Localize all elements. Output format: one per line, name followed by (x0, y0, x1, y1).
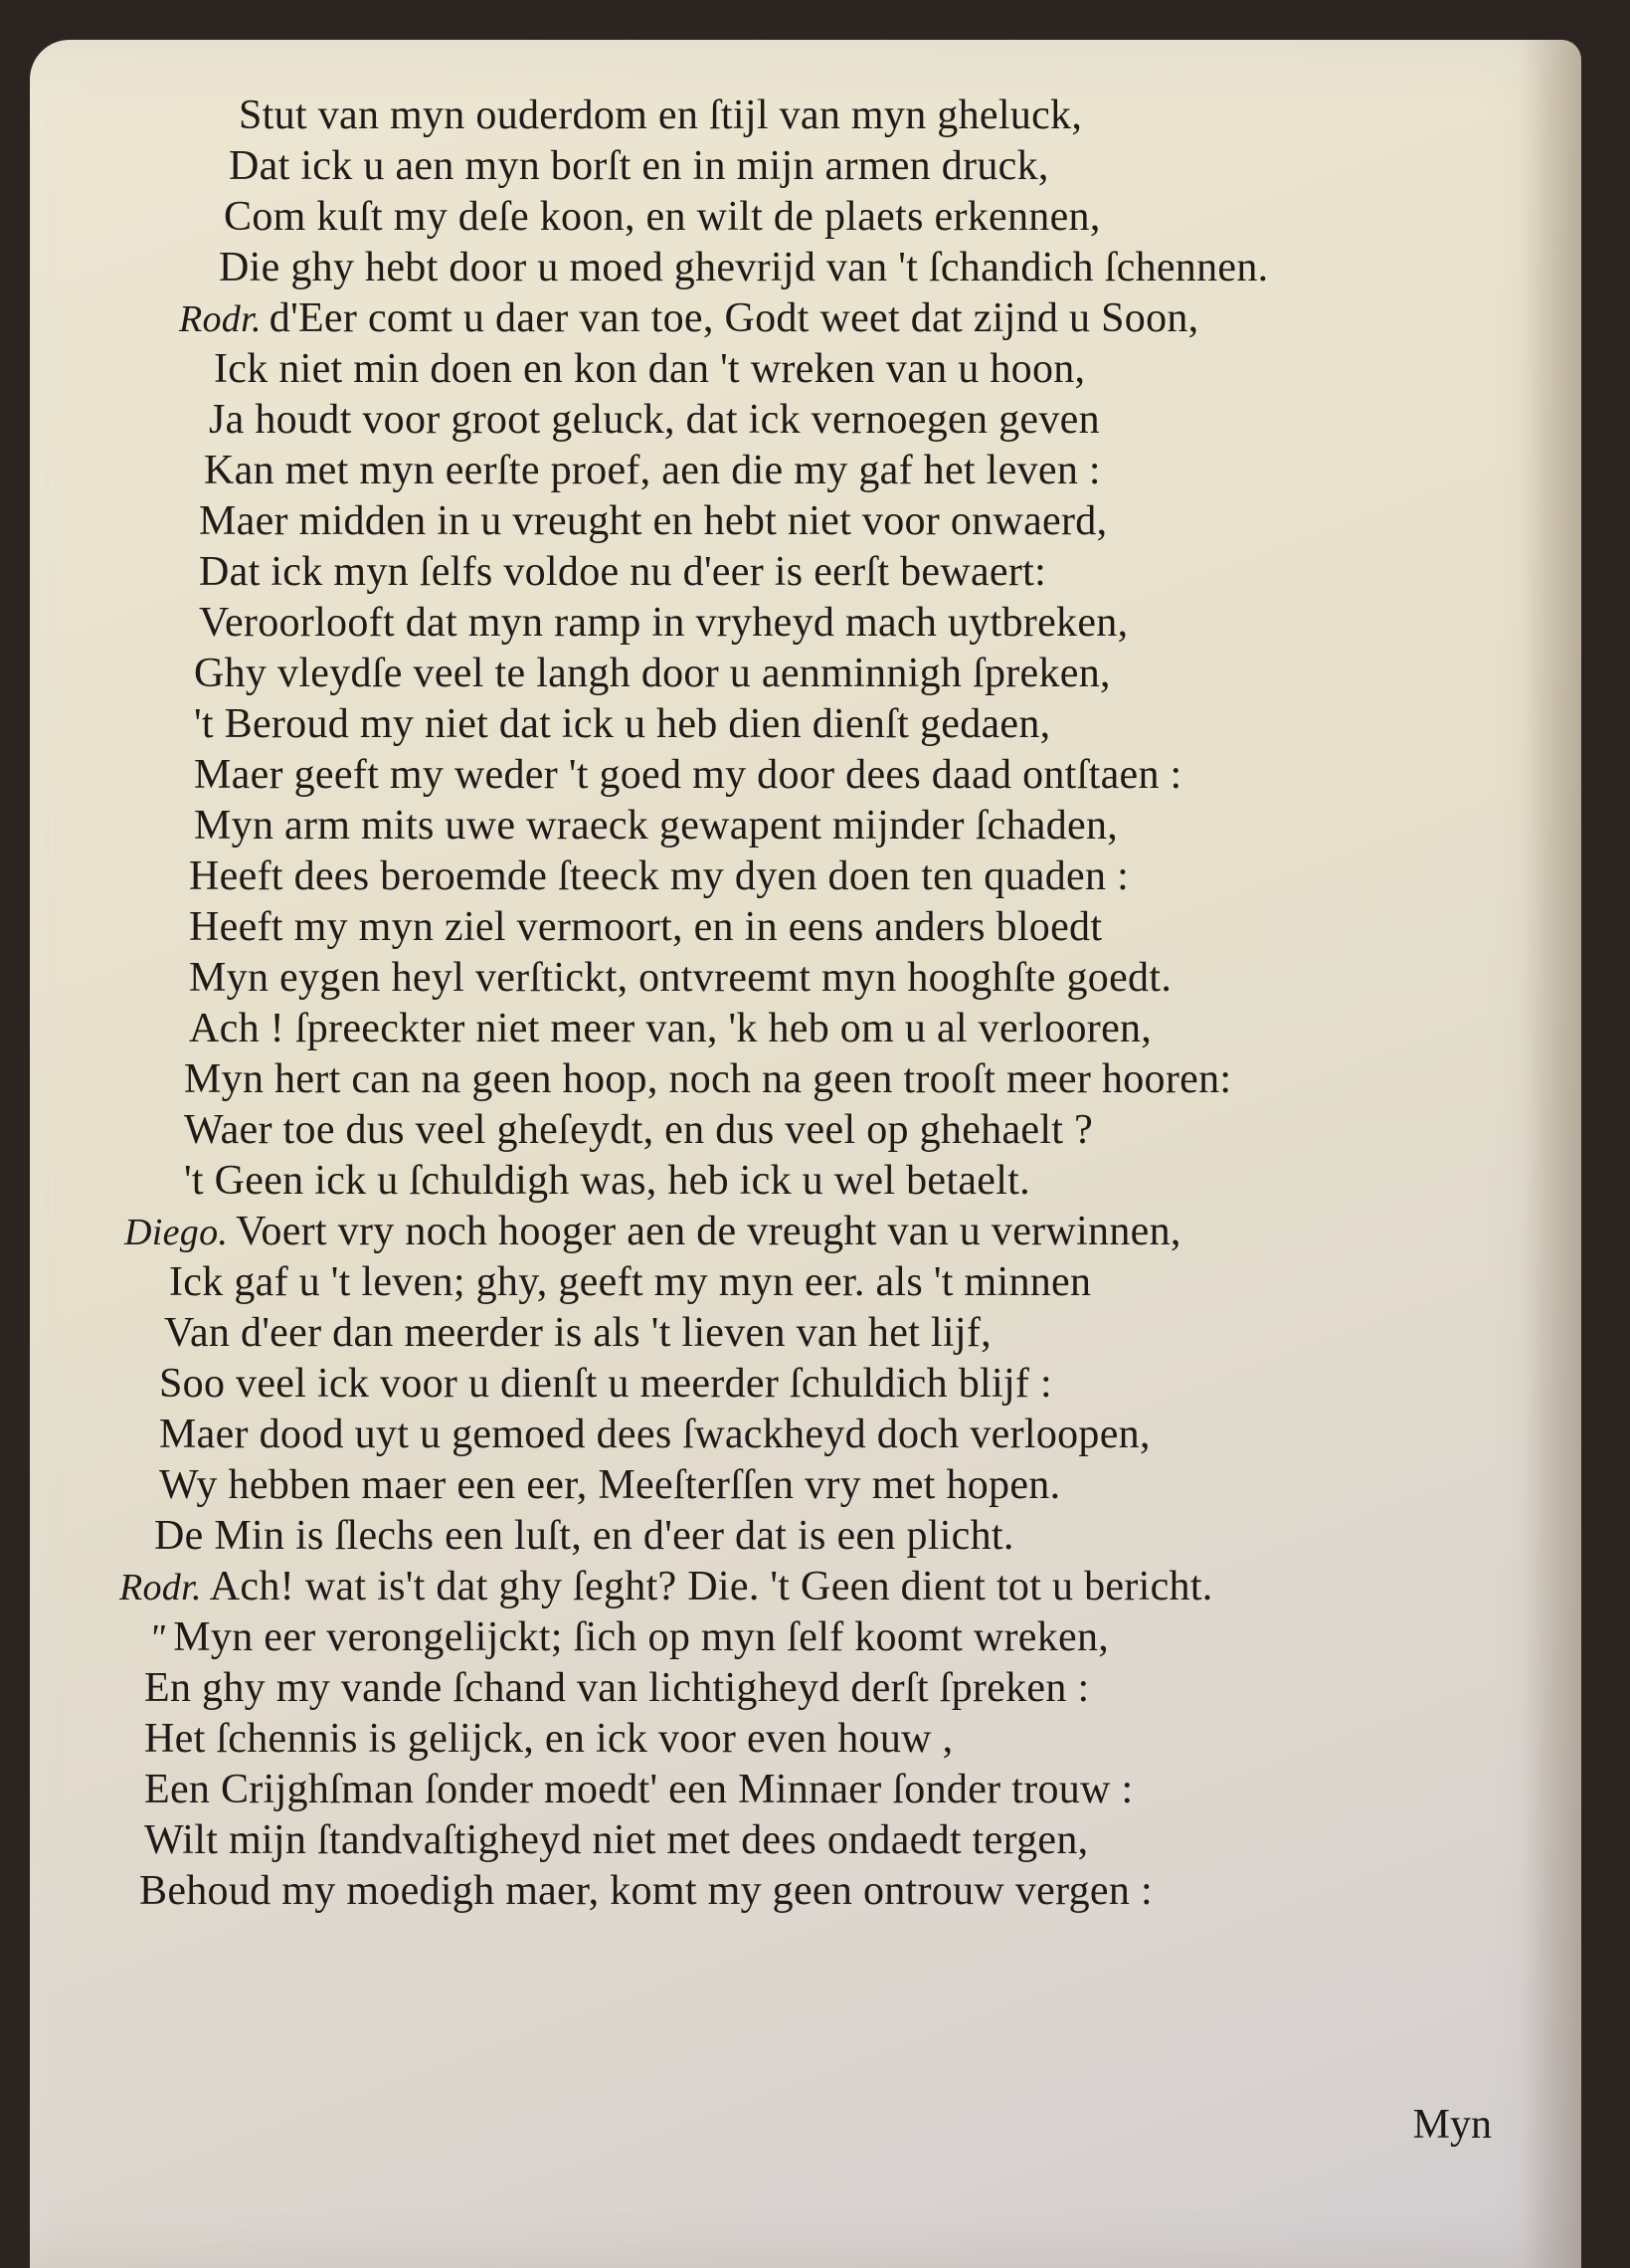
verse-text: Van d'eer dan meerder is als 't lieven van het lijf, (164, 1310, 992, 1356)
verse-text: Ach ! ſpreeckter niet meer van, 'k heb om u al verlooren, (189, 1006, 1153, 1051)
verse-text: Dat ick u aen myn borſt en in mijn armen druck, (229, 143, 1049, 189)
speaker-label: Diego. (124, 1212, 229, 1253)
verse-text: Stut van myn ouderdom en ſtijl van myn gheluck, (239, 93, 1083, 138)
verse-line (204, 447, 1101, 494)
verse-text: Soo veel ick voor u dienſt u meerder ſchuldich blijf : (159, 1361, 1052, 1407)
verse-line (199, 497, 1107, 545)
verse-text: Ick gaf u 't leven; ghy, geeft my myn eer. als 't minnen (169, 1259, 1092, 1305)
verse-text: 't Geen ick u ſchuldigh was, heb ick u wel betaelt. (184, 1158, 1030, 1204)
verse-line (124, 1208, 1181, 1255)
verse-line (199, 599, 1128, 647)
book-page (30, 40, 1581, 2268)
verse-line (184, 1157, 1030, 1205)
verse-text: Waer toe dus veel gheſeydt, en dus veel op ghehaelt ? (184, 1107, 1094, 1153)
verse-line (159, 1411, 1151, 1458)
verse-text: Wilt mijn ſtandvaſtigheyd niet met dees ondaedt tergen, (144, 1817, 1089, 1863)
verse-line (209, 396, 1100, 444)
verse-line (159, 1360, 1052, 1408)
verse-line (119, 1563, 1213, 1610)
verse-line (194, 802, 1118, 850)
verse-line (239, 92, 1082, 139)
verse-line (159, 1461, 1060, 1509)
verse-line (219, 244, 1268, 291)
verse-line (144, 1816, 1088, 1864)
verse-line (194, 700, 1050, 748)
verse-line (184, 1106, 1093, 1154)
verse-text: Ick niet min doen en kon dan 't wreken van u hoon, (214, 346, 1086, 392)
verse-text: Wy hebben maer een eer, Meeſterſſen vry met hopen. (159, 1462, 1061, 1508)
verse-line (144, 1715, 953, 1763)
verse-line (194, 650, 1111, 697)
verse-text: De Min is ſlechs een luſt, en d'eer dat is een plicht. (154, 1513, 1014, 1559)
verse-text: Heeft my myn ziel vermoort, en in eens anders bloedt (189, 904, 1103, 950)
catchword: Myn (1412, 2102, 1492, 2148)
verse-text: Kan met myn eerſte proef, aen die my gaf het leven : (204, 448, 1101, 493)
verse-text: Dat ick myn ſelfs voldoe nu d'eer is eerſt bewaert: (199, 549, 1047, 595)
speaker-label: Rodr. (119, 1567, 202, 1608)
verse-text: Com kuſt my deſe koon, en wilt de plaets erkennen, (224, 194, 1101, 240)
verse-line (214, 345, 1085, 393)
verse-line (164, 1309, 992, 1357)
verse-line (224, 193, 1101, 241)
verse-text: Maer geeft my weder 't goed my door dees daad ontſtaen : (194, 752, 1182, 798)
verse-line (229, 142, 1049, 190)
verse-line (139, 1867, 1153, 1915)
verse-text: Ach! wat is't dat ghy ſeght? Die. 't Geen dient tot u bericht. (209, 1564, 1213, 1609)
verse-text: Myn eygen heyl verſtickt, ontvreemt myn hooghſte goedt. (189, 955, 1173, 1001)
verse-line (194, 751, 1182, 799)
verse-text: d'Eer comt u daer van toe, Godt weet dat zijnd u Soon, (269, 295, 1199, 341)
verse-text: Myn eer verongelijckt; ſich op myn ſelf koomt wreken, (173, 1614, 1110, 1660)
verse-text: Myn hert can na geen hoop, noch na geen trooſt meer hooren: (184, 1056, 1232, 1102)
verse-text: Myn arm mits uwe wraeck gewapent mijnder ſchaden, (194, 803, 1119, 849)
verse-text: Die ghy hebt door u moed ghevrijd van 't ſchandich ſchennen. (219, 245, 1269, 290)
verse-text: 't Beroud my niet dat ick u heb dien dienſt gedaen, (194, 701, 1051, 747)
verse-text: Maer dood uyt u gemoed dees ſwackheyd doch verloopen, (159, 1412, 1151, 1457)
verse-text: En ghy my vande ſchand van lichtigheyd derſt ſpreken : (144, 1665, 1090, 1711)
verse-text: Veroorlooft dat myn ramp in vryheyd mach uytbreken, (199, 600, 1129, 646)
verse-line (189, 903, 1102, 951)
verse-line (179, 294, 1198, 342)
verse-text: Behoud my moedigh maer, komt my geen ontrouw vergen : (139, 1868, 1153, 1914)
verse-text: Ja houdt voor groot geluck, dat ick vernoegen geven (209, 397, 1100, 443)
verse-line (184, 1055, 1231, 1103)
verse-line (189, 954, 1172, 1002)
verse-line (189, 852, 1129, 900)
verse-text-block (30, 40, 1581, 2268)
verse-line (169, 1258, 1091, 1306)
verse-line (149, 1613, 1109, 1661)
verse-line (154, 1512, 1014, 1560)
verse-text: Ghy vleydſe veel te langh door u aenminnigh ſpreken, (194, 651, 1111, 696)
verse-line (189, 1005, 1152, 1052)
speaker-label: " (149, 1617, 166, 1659)
verse-text: Een Crijghſman ſonder moedt' een Minnaer ſonder trouw : (144, 1767, 1134, 1812)
verse-text: Het ſchennis is gelijck, en ick voor even houw , (144, 1716, 954, 1762)
verse-text: Maer midden in u vreught en hebt niet voor onwaerd, (199, 498, 1108, 544)
verse-line (144, 1664, 1089, 1712)
verse-line (199, 548, 1046, 596)
verse-text: Voert vry noch hooger aen de vreught van u verwinnen, (236, 1209, 1181, 1254)
verse-line (144, 1766, 1133, 1813)
verse-text: Heeft dees beroemde ſteeck my dyen doen ten quaden : (189, 853, 1130, 899)
speaker-label: Rodr. (179, 298, 262, 340)
